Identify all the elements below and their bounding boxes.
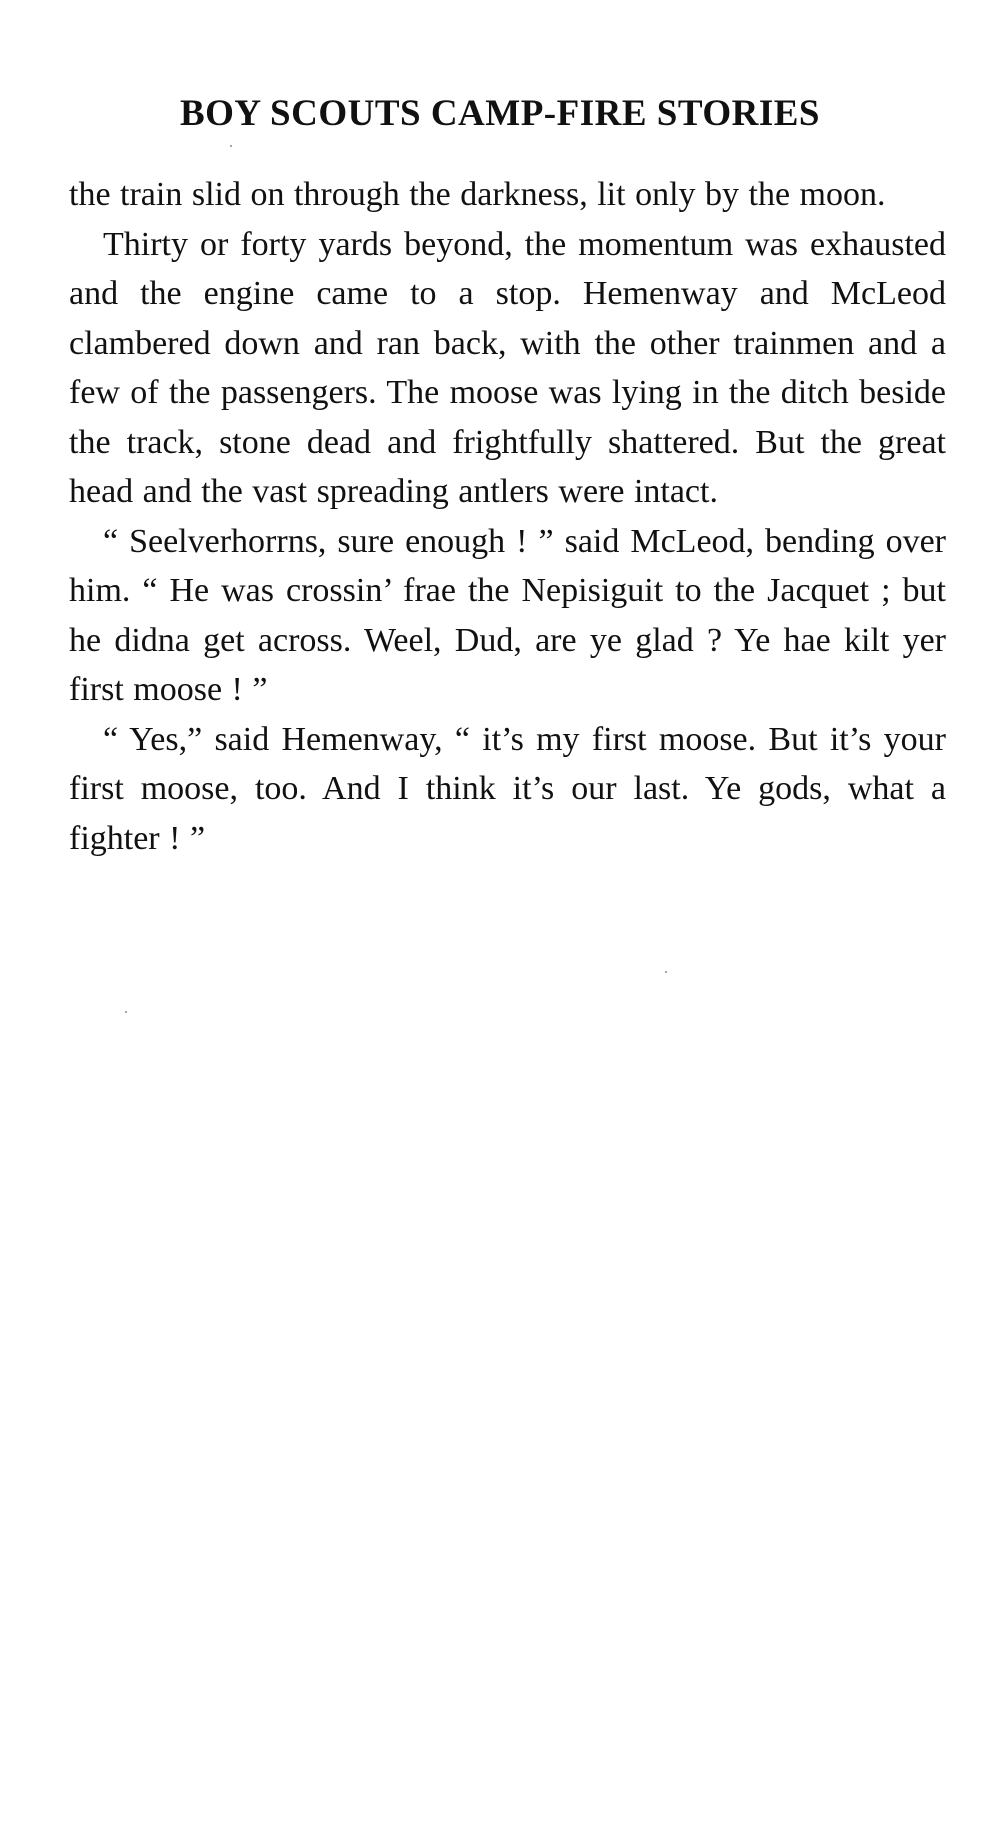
paragraph-continuation: the train slid on through the darkness, lit only by the moon. [69, 176, 886, 213]
paper-speck [125, 1011, 127, 1013]
running-head: BOY SCOUTS CAMP-FIRE STORIES [179, 93, 821, 134]
paper-speck [230, 145, 232, 147]
paragraph-moose-found: Thirty or forty yards beyond, the momentum was exhausted and the engine came to a stop. Hemenway and McLeod clambered down and ran back, with the other trainmen and a few of the passengers. The moose was lying in the ditch beside the track, stone dead and frightfully shattered. But the great head and the vast spreading antlers were intact. [69, 225, 946, 510]
body-text [69, 170, 946, 863]
paper-speck [665, 971, 667, 973]
paragraph-hemenway-reply: “ Yes,” said Hemenway, “ it’s my first moose. But it’s your first moose, too. And I think it’s our last. Ye gods, what a fighter ! ” [69, 720, 946, 857]
paragraph-mcleod-speech: “ Seelverhorrns, sure enough ! ” said McLeod, bending over him. “ He was crossin’ frae the Nepisiguit to the Jacquet ; but he didna get across. Weel, Dud, are ye glad ? Ye hae kilt yer first moose ! ” [69, 522, 946, 708]
